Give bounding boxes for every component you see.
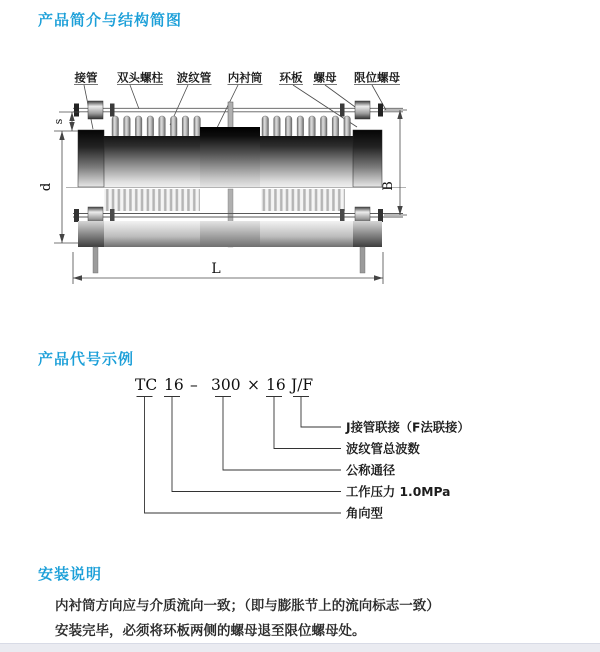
callout-nominal-dia: 公称通径 [346,463,396,478]
liner-sleeve [200,127,260,187]
callout-work-pressure: 工作压力 1.0MPa [346,485,451,499]
code-segment-pressure: 16 [164,376,184,394]
part-label-neichentong: 内衬筒 [227,70,263,85]
code-segment-dash: – [190,376,198,394]
dim-label-s: s [52,118,65,125]
dim-label-L: L [211,261,221,277]
dimension-L [73,252,383,284]
install-line-2: 安装完毕，必须将环板两侧的螺母退至限位螺母处。 [55,623,366,639]
callout-connection: J接管联接（F法联接） [346,420,470,435]
dim-label-B: B [381,181,396,191]
dimension-B [381,110,407,215]
part-label-luomu: 螺母 [313,70,337,85]
stud-left [93,247,98,273]
code-callouts [345,420,470,521]
part-label-bowenguan: 波纹管 [176,70,212,85]
nut-top-right [355,101,370,119]
bellows-left [112,116,200,138]
product-code-diagram [120,376,480,526]
part-label-xianweiluomu: 限位螺母 [354,70,400,85]
code-segment-dn: 300 [211,376,241,394]
code-segment-conn: J/F [291,376,314,394]
code-string [135,376,313,394]
code-section-title: 产品代号示例 [38,350,135,368]
part-label-shuangtouluozhu: 双头螺柱 [117,70,163,85]
end-pipe-left [78,130,104,187]
dimension-d [39,131,78,243]
callout-wave-count: 波纹管总波数 [346,442,420,456]
install-line-1: 内衬筒方向应与介质流向一致；（即与膨胀节上的流向标志一致） [55,598,440,614]
nut-top-left [88,101,103,119]
callout-angular-type: 角向型 [346,506,383,521]
intro-section-title: 产品简介与结构简图 [38,11,183,29]
code-segment-waves: 16 [266,376,286,394]
part-label-jieguan: 接管 [74,70,98,85]
body-lower [73,189,403,273]
bottom-strip [0,643,600,652]
code-connector-lines [137,397,342,514]
install-section-title: 安装说明 [38,565,103,583]
structure-diagram [28,58,470,290]
stud-right [360,247,365,273]
code-segment-times: × [247,376,260,394]
bellows-left-reflection [104,189,200,211]
dim-label-d: d [39,182,54,192]
tie-rod-bottom [73,214,403,218]
part-label-huanban: 环板 [279,70,303,85]
end-pipe-right [353,130,382,187]
bellows-right-reflection [261,189,345,211]
bellows-right [262,116,350,138]
part-labels [74,71,401,135]
code-segment-type: TC [135,376,158,394]
install-instructions [55,594,555,644]
